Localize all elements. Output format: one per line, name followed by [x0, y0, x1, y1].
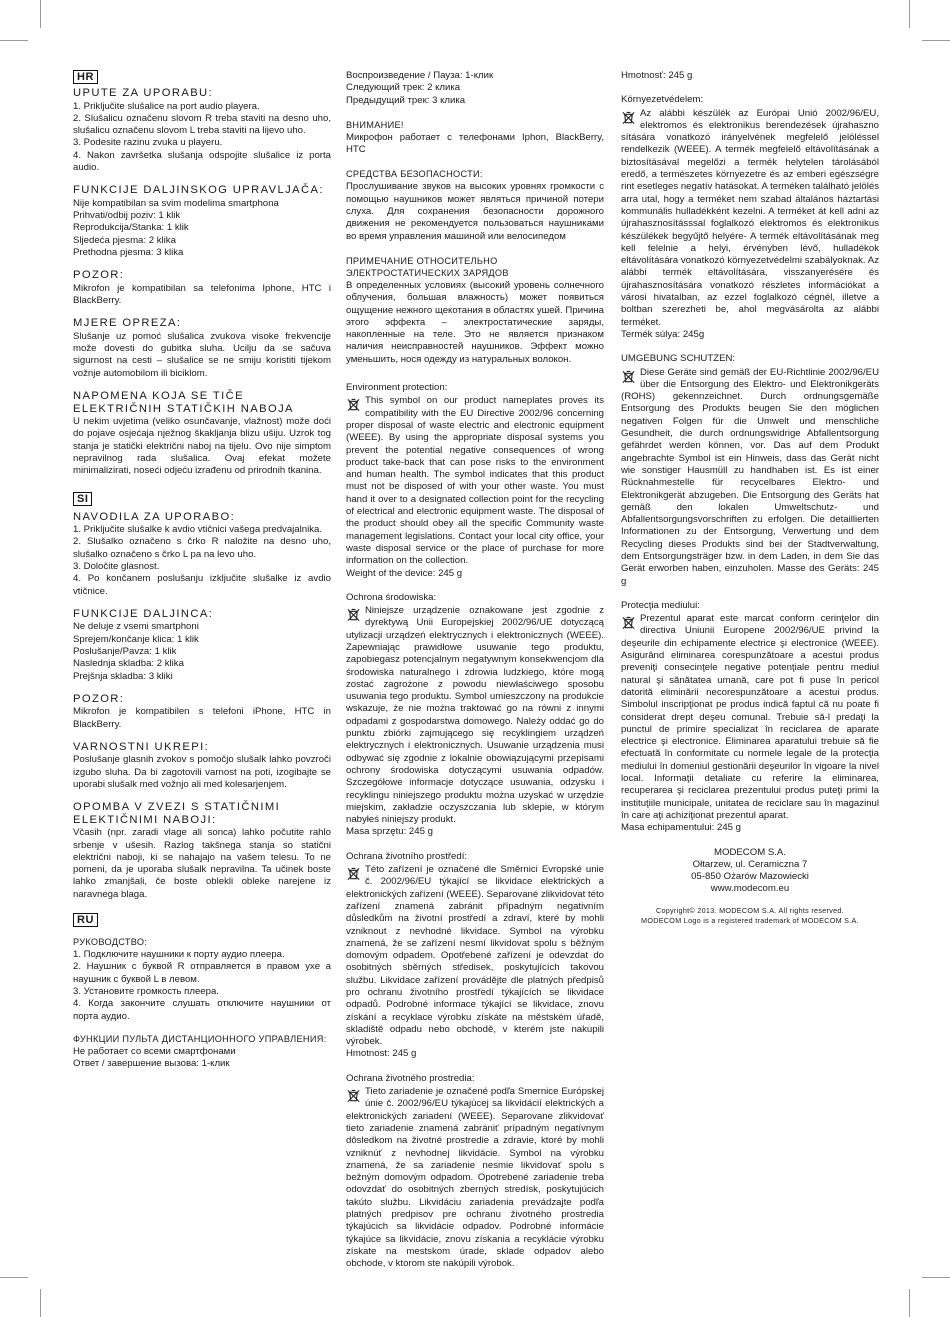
remote-line: Ne deluje z vsemi smartphoni: [73, 621, 199, 633]
step: 3. Podesite razinu zvuka u playeru.: [73, 137, 223, 149]
weee-bin-icon: [346, 1088, 361, 1104]
env-text: [346, 395, 604, 567]
step: 3. Določite glasnost.: [73, 560, 160, 572]
lang-badge-hr: HR: [73, 70, 98, 84]
env-title: Protecţia mediului:: [621, 599, 700, 611]
remote-line: Nije kompatibilan sa svim modelima smartphona: [73, 197, 279, 209]
env-text: [346, 1086, 604, 1270]
remote-line: Reprodukcija/Stanka: 1 klik: [73, 222, 189, 234]
paragraph: В определенных условиях (высокий уровень солнечного облучения, большая влажность) может появиться ощущение нежного щекотания в областях ушей. Причина этого эффекта – электростатические заряды, накопленные на теле. Это не является признаком наличия неисправностей наушников. Эффект можно уменьшить, нося одежду из натуральных волокон.: [346, 279, 604, 365]
env-body: Prezentul aparat este marcat conform cerinţelor din directiva Uniunii Europene 2002/96/UE privind la deşeurile din echipamente electrice şi electronice (WEEE). Asigurând eliminarea corespunzătoare a acestui produs preveniţi consecinţele negative potenţiale pentru mediul natural şi sănătatea umană, care pot fi puse în pericol datorită eliminării necorespunzătoare a acestui produs. Simbolul inscripţionat pe produs indică faptul că nu poate fi considerat drept deşeu comunal. Trebuie să-l predaţi la punctul de primire specializat în reciclarea de aparate electrice şi electronice. Eliminarea aparatului trebuie să fie efectuată în conformitate cu normele legale de la protecţia mediului în domeniul gestionării deşeurilor în vigoare la nivel local. Informaţii detaliate cu referire la eliminarea, recuperarea şi reciclarea prezentului produs puteţi primi la instituţiile municipale, unitatea de reciclare sau în magazinul în care aţi achiziţionat prezentul aparat.: [621, 613, 879, 821]
section-title: POZOR:: [73, 692, 125, 705]
env-weight: Hmotnost: 245 g: [346, 1048, 417, 1060]
crop-mark: [0, 40, 28, 41]
weee-bin-icon: [346, 397, 361, 413]
remote-line: Naslednja skladba: 2 klika: [73, 658, 184, 670]
env-text: [621, 367, 879, 588]
crop-mark: [40, 1289, 41, 1317]
weee-bin-icon: [621, 110, 636, 126]
column-3: [621, 70, 879, 926]
section-title: UPUTE ZA UPORABU:: [73, 87, 214, 99]
env-body: Této zařízení je označené dle Směrnici Evropské unie č. 2002/96/EU týkající se likvidace elektrických a elektronických zařízení (WEEE). Separované zlikvidovat této zařízení znamená zabránit případným negativním důsledkům na životní prostředí a zdraví, které by mohli vzniknout z nevhodné likvidace. Symbol na výrobku znamená, že se zařízení nesmí likvidovat spolu s běžným domovým odpadem. Opotřebené zařízení je odevzdat do osobitných sběrných středisek, poskytujících takovou službu. Likvidace zařízení provádějte dle platných předpisů pro ochranu životního prostředí týkajících se likvidace odpadů. Podrobné informace týkající se likvidace, znovu získání a recyklace výrobku získáte na městském úřadě, skladiště odpadu nebo obchodě, v kterém jste nakupili výrobek.: [346, 864, 604, 1048]
copyright: Copyright© 2013. MODECOM S.A. All rights reserved.: [655, 905, 845, 915]
remote-line: Prethodna pjesma: 3 klika: [73, 246, 184, 258]
env-body: Diese Geräte sind gemäß der EU-Richtlinie 2002/96/EU über die Entsorgung des Elektro- und Elektronikgeräts (ROHS) gekennzeichnet. Durch ordnungsgemäße Entsorgung des Produkts beugen Sie den möglichen negativen Folgen für die Umwelt und menschliche Gesundheit, die durch ordnungswidrige Abfallentsorgung gefährdet werden können, vor. Das auf dem Produkt angebrachte Symbol ist ein Hinweis, dass das Gerät nicht wie sonstiger Hausmüll zu handhaben ist. Es ist einer Rücknahmestelle für recycelbares Elektro- und Elektronikgerät abzugeben. Die Entsorgung des Geräts hat gemäß den lokalen Umweltschutz- und Abfallentsorgungsvorschriften zu erfolgen. Die detaillierten Informationen zu der Entsorgung, Verwertung und dem Recycling dieses Produkts sind bei der Stadtverwaltung, dem Entsorgungsträger bzw. in dem Laden, in dem Sie das Gerät erworben haben, einzuholen. Masse des Geräts: 245 g: [621, 366, 879, 587]
paragraph: Mikrofon je kompatibilan sa telefonima Iphone, HTC i BlackBerry.: [73, 282, 331, 307]
env-title: Environment protection:: [346, 382, 448, 394]
env-title: UMGEBUNG SCHUTZEN:: [621, 353, 736, 365]
env-weight: Hmotnosť: 245 g: [621, 70, 693, 81]
section-title: MJERE OPREZA:: [73, 317, 182, 330]
crop-mark: [922, 1277, 950, 1278]
section-title: FUNKCIJE DALJINSKOG UPRAVLJAČA:: [73, 184, 324, 197]
step: 4. Nakon završetka slušanja odspojite slušalice iz porta audio.: [73, 149, 331, 173]
section-title: POZOR:: [73, 269, 125, 282]
column-1: [73, 70, 331, 1070]
env-text: [621, 613, 879, 822]
column-2: [346, 70, 604, 1271]
env-weight: Termék súlya: 245g: [621, 328, 705, 340]
step: 1. Подключите наушники к порту аудио плеера.: [73, 949, 285, 961]
step: 4. Po končanem poslušanju izključite slušalke iz avdio vtičnice.: [73, 573, 331, 597]
crop-mark: [922, 40, 950, 41]
section-title: РУКОВОДСТВО:: [73, 937, 148, 948]
step: 2. Наушник с буквой R отправляется в правом ухе а наушник с буквой L в левом.: [73, 961, 331, 985]
paragraph: Mikrofon je kompatibilen s telefoni iPhone, HTC in BlackBerry.: [73, 706, 331, 730]
remote-line: Prejšnja skladba: 3 kliki: [73, 670, 173, 682]
weee-bin-icon: [621, 615, 636, 631]
step: 1. Priključite slušalke k avdio vtičnici vašega predvajalnika.: [73, 524, 323, 536]
company-web: www.modecom.eu: [710, 883, 790, 895]
crop-mark: [909, 0, 910, 28]
paragraph: Прослушивание звуков на высоких уровнях громкости с помощью наушников может являться причиной потери слуха. Для сохранения безопасности дорожного движения не рекомендуется пользоваться наушниками во время управления машиной или велосипедом: [346, 181, 604, 242]
lang-badge-ru: RU: [73, 913, 98, 927]
env-text: [346, 864, 604, 1048]
company-street: Ołtarzew, ul. Ceramiczna 7: [692, 858, 808, 870]
env-weight: Weight of the device: 245 g: [346, 567, 463, 579]
remote-line: Предыдущий трек: 3 клика: [346, 94, 466, 106]
env-weight: Masa echipamentului: 245 g: [621, 822, 741, 834]
env-body: This symbol on our product nameplates proves its compatibility with the EU Directive 2002/96 concerning proper disposal of waste electric and electronic equipment (WEEE). By using the appropriate disposal systems you prevent the potential negative consequences of wrong product take-back that can pose risks to the environment and human health. The symbol indicates that this product must not be disposed of with your other waste. You must hand it over to a designated collection point for the recycling of electrical and electronic equipment waste. The disposal of the product should obey all the specific Community waste management legislations. Contact your local city office, your waste disposal service or the place of purchase for more information on the collection.: [346, 395, 604, 567]
weee-bin-icon: [346, 866, 361, 882]
remote-line: Ответ / завершение вызова: 1-клик: [73, 1058, 230, 1070]
remote-line: Не работает со всеми смартфонами: [73, 1045, 236, 1057]
step: 1. Priključite slušalice na port audio playera.: [73, 100, 260, 112]
section-title: ФУНКЦИИ ПУЛЬТА ДИСТАНЦИОННОГО УПРАВЛЕНИЯ:: [73, 1033, 327, 1044]
env-text: [621, 108, 879, 329]
weee-bin-icon: [346, 607, 361, 623]
env-body: Az alábbi készülék az Európai Unió 2002/96/EU, elektromos és elektronikus berendezések újrahaszno sítására vonatkozó irányelvének megfelelő jelöléssel rendelkezik (WEEE). A termék megfelelő eltávolításának a biztosításával megelőzi a termék helytelen tárolásából eredő, a természetes környezetre és az emberi egészségre rint esetleges negatív hatásokat. A terméken található jelölés arra utal, hogy a terméket nem szabad általános háztartási kommunális hulladékként kezelni. A terméket át kell adni az újrahasznosításssal foglalkozó elektromos és elektronikus készülékek begyűjtő helyére- A termék eltávolításának meg kell felelnie a helyi, érvényben lévő, hulladékok eltávolítására vonatkozó környezetvédelmi szabályoknak. Az alábbi termék eltávolítására, visszanyerésére és újrahasznosítására vonatkozó részletes információkat a városi hivatalban, az ezzel foglalkozó cégnél, illetve a boltban szerezheti be, ahol megvásárolta az alábbi terméket.: [621, 107, 879, 328]
section-title: OPOMBA V ZVEZI S STATIČNIMI ELEKTIČNIMI NABOJI:: [73, 801, 281, 826]
remote-line: Sljedeća pjesma: 2 klika: [73, 234, 176, 246]
env-body: Niniejsze urządzenie oznakowane jest zgodnie z dyrektywą Unii Europejskiej 2002/96/UE dotyczącą utylizacji urządzeń elektrycznych i elektronicznych (WEEE). Zapewniając prawidłowe usuwanie tego produktu, zapobiegasz potencjalnym negatywnym konsekwencjom dla środowiska naturalnego i zdrowia ludzkiego, które mogą zostać zagrożone z powodu niewłaściwego sposobu usuwania tego produktu. Symbol umieszczony na produkcie wskazuje, że nie można traktować go na równi z innymi odpadami z gospodarstwa domowego. Należy oddać go do punktu zbiórki zajmującego się recyklingiem urządzeń elektrycznych i elektronicznych. Usuwanie urządzenia musi odbywać się zgodnie z lokalnie obowiązującymi przepisami ochrony środowiska dotyczącymi usuwania odpadów. Szczegółowe informacje dotyczące usuwania, odzysku i recyklingu niniejszego produktu można uzyskać w urzędzie miejskim, zakładzie oczyszczania lub sklepie, w którym nabyłeś niniejszy produkt.: [346, 605, 604, 826]
env-title: Környezetvédelem:: [621, 94, 704, 106]
company-city: 05-850 Ożarów Mazowiecki: [691, 871, 809, 883]
env-title: Ochrona środowiska:: [346, 591, 437, 603]
step: 3. Установите громкость плеера.: [73, 985, 219, 997]
remote-line: Следующий трек: 2 клика: [346, 82, 461, 94]
section-title: СРЕДСТВА БЕЗОПАСНОСТИ:: [346, 169, 483, 180]
paragraph: Микрофон работает с телефонами Iphon, BlackBerry, HTC: [346, 131, 604, 156]
remote-line: Poslušanje/Pavza: 1 klik: [73, 645, 177, 657]
crop-mark: [40, 0, 41, 28]
step: 2. Slušalicu označenu slovom R treba staviti na desno uho, slušalicu označenu slovom L treba staviti na lijevo uho.: [73, 112, 331, 137]
env-weight: Masa sprzętu: 245 g: [346, 826, 433, 838]
paragraph: Včasih (npr. zaradi vlage ali sonca) lahko počutite rahlo srbenje v ušesih. Razlog takšnega stanja so statični električni naboji, ki se nahajajo na vašem telesu. To ne pomeni, da je uporaba slušalk nepravilna. Ta učinek boste lahko zmanjšali, če boste oblekli obleke narejene iz naravnega blaga.: [73, 827, 331, 900]
step: 4. Когда закончите слушать отключите наушники от порта аудио.: [73, 998, 331, 1022]
section-title: FUNKCIJE DALJINCA:: [73, 607, 214, 620]
section-title: ПРИМЕЧАНИЕ ОТНОСИТЕЛЬНО ЭЛЕКТРОСТАТИЧЕСКИХ ЗАРЯДОВ: [346, 255, 509, 278]
remote-line: Prihvati/odbij poziv: 1 klik: [73, 210, 181, 222]
crop-mark: [909, 1289, 910, 1317]
section-title: NAPOMENA KOJA SE TIČE ELEKTRIČNIH STATIČKIH NABOJA: [73, 390, 294, 415]
env-text: [346, 605, 604, 826]
env-body: Tieto zariadenie je označené podľa Smernice Európskej únie č. 2002/96/EU týkajúcej sa likvidácií elektrických a elektronických zariadení (WEEE). Separovane zlikvidovať tieto zariadenie znamená zabrániť prípadným negatívnym dôsledkom na životné prostredie a zdravie, ktoré by mohli vzniknúť z nevhodnej likvidácie. Symbol na výrobku znamená, že sa zariadenie nesmie likvidovať spolu s bežným domovým odpadom. Opotrebené zariadenie treba odovzdať do osobitných zberných stredísk, poskytujúcich takúto službu. Likvidáciu zariadenia prevádzajte podľa platných predpisov pre ochranu životného prostredia týkajúcich sa likvidácie odpadov. Podrobné informácie týkajúce sa likvidácie, znovu získania a recyklácie výrobku získate na mestskom úrade, sklade odpadov alebo obchode, v ktorom ste nakúpili výrobok.: [346, 1086, 604, 1270]
remote-line: Воспроизведение / Пауза: 1-клик: [346, 70, 494, 81]
paragraph: Slušanje uz pomoć slušalica zvukova visoke frekvencije može dovesti do gubitka sluha. Ucilju da se sačuva sigurnost na cesti – slušalice se ne smiju koristiti tijekom vožnje automobilom ili biciklom.: [73, 330, 331, 379]
weee-bin-icon: [621, 369, 636, 385]
section-title: NAVODILA ZA UPORABO:: [73, 510, 236, 523]
env-title: Ochrana životního prostředí:: [346, 850, 468, 862]
step: 2. Slušalko označeno s črko R naložite na desno uho, slušalko označeno s črko L pa na levo uho.: [73, 536, 331, 560]
section-title: VARNOSTNI UKREPI:: [73, 740, 210, 753]
lang-badge-si: SI: [73, 492, 92, 506]
trademark: MODECOM Logo is a registered trademark of MODECOM S.A.: [641, 915, 859, 925]
crop-mark: [0, 1277, 28, 1278]
company-name: MODECOM S.A.: [714, 846, 786, 858]
paragraph: U nekim uvjetima (veliko osunčavanje, vlažnost) može doći do pojave osjećaja nježnog škakljanja blizu ušiju. Uzrok tog stanja je statički električni naboj na tijelu. Ovo nije simptom nepravilnog rada slušalica. Ovaj efekat možete minimalizirati, noseći odjeću izrađenu od prirodnih tkanina.: [73, 416, 331, 477]
remote-line: Sprejem/končanje klica: 1 klik: [73, 633, 199, 645]
paragraph: Poslušanje glasnih zvokov s pomočjo slušalk lahko povzroči izgubo sluha. Da bi zagotovili varnost na poti, izogibajte se uporabi slušalk med vožnjo ali med kolesarjenjem.: [73, 754, 331, 790]
env-title: Ochrana životného prostredia:: [346, 1072, 475, 1084]
section-title: ВНИМАНИЕ!: [346, 119, 404, 130]
